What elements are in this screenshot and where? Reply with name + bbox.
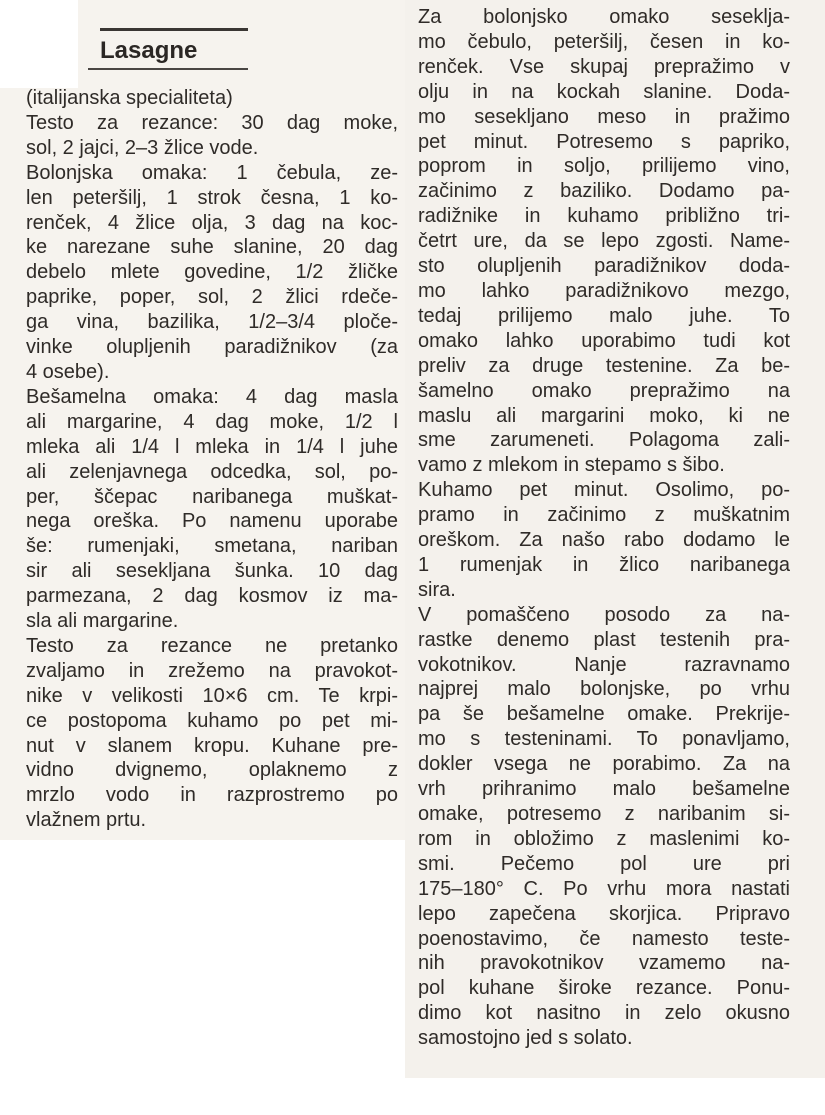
text-line: nega oreška. Po namenu uporabe [26, 510, 398, 533]
text-line: mrzlo vodo in razprostremo po [26, 784, 398, 807]
text-line: pol kuhane široke rezance. Ponu- [418, 977, 790, 1000]
text-line: tedaj prilijemo malo juhe. To [418, 304, 790, 327]
text-line: lepo zapečena skorjica. Pripravo [418, 902, 790, 925]
text-line: omako lahko uporabimo tudi kot [418, 329, 790, 352]
text-line: ke narezane suhe slanine, 20 dag [26, 236, 398, 259]
text-line: dimo kot nasitno in zelo okusno [418, 1002, 790, 1025]
text-line: mo lahko paradižnikovo mezgo, [418, 279, 790, 302]
text-line: Bolonjska omaka: 1 čebula, ze- [26, 161, 398, 184]
text-line: vidno dvignemo, oplaknemo z [26, 759, 398, 782]
text-line: olju in na kockah slanine. Doda- [418, 80, 790, 103]
recipe-title: Lasagne [100, 37, 198, 64]
text-line: per, ščepac naribanega muškat- [26, 485, 398, 508]
title-rule-top [100, 28, 248, 31]
text-line: dokler vsega ne porabimo. Za na [418, 753, 790, 776]
text-line: nut v slanem kropu. Kuhane pre- [26, 734, 398, 757]
title-rule-bottom [88, 68, 248, 70]
text-line: mo sesekljano meso in pražimo [418, 105, 790, 128]
text-line: ga vina, bazilika, 1/2–3/4 ploče- [26, 311, 398, 334]
text-line: mo čebulo, peteršilj, česen in ko- [418, 30, 790, 53]
text-line: poenostavimo, če namesto teste- [418, 927, 790, 950]
text-line: paprike, poper, sol, 2 žlici rdeče- [26, 286, 398, 309]
text-line: začinimo z baziliko. Dodamo pa- [418, 180, 790, 203]
text-line: Kuhamo pet minut. Osolimo, po- [418, 479, 790, 502]
text-line: renček, 4 žlice olja, 3 dag na koc- [26, 211, 398, 234]
text-line: vinke olupljenih paradižnikov (za [26, 336, 398, 359]
text-line: rom in obložimo z maslenimi ko- [418, 827, 790, 850]
text-line: vrh prihranimo malo bešamelne [418, 778, 790, 801]
text-line: V pomaščeno posodo za na- [418, 603, 790, 626]
text-line: pa še bešamelne omake. Prekrije- [418, 703, 790, 726]
text-line: renček. Vse skupaj prepražimo v [418, 55, 790, 78]
text-line: samostojno jed s solato. [418, 1027, 633, 1050]
text-line: Testo za rezance ne pretanko [26, 634, 398, 657]
text-line: pramo in začinimo z muškatnim [418, 504, 790, 527]
text-line: nike v velikosti 10×6 cm. Te krpi- [26, 684, 398, 707]
text-line: sol, 2 jajci, 2–3 žlice vode. [26, 136, 259, 159]
torn-corner [0, 0, 78, 88]
text-line: oreškom. Za našo rabo dodamo le [418, 529, 790, 552]
text-line: ali margarine, 4 dag moke, 1/2 l [26, 410, 398, 433]
text-line: radižnike in kuhamo približno tri- [418, 205, 790, 228]
text-line: nih pravokotnikov vzamemo na- [418, 952, 790, 975]
text-line: sto olupljenih paradižnikov doda- [418, 255, 790, 278]
text-line: četrt ure, da se lepo zgosti. Name- [418, 230, 790, 253]
text-line: debelo mlete govedine, 1/2 žličke [26, 261, 398, 284]
text-line: vokotnikov. Nanje razravnamo [418, 653, 790, 676]
left-column-text [26, 86, 398, 833]
right-column-text [418, 5, 790, 1051]
text-line: len peteršilj, 1 strok česna, 1 ko- [26, 186, 398, 209]
text-line: mleka ali 1/4 l mleka in 1/4 l juhe [26, 435, 398, 458]
text-line: še: rumenjaki, smetana, nariban [26, 535, 398, 558]
text-line: Za bolonjsko omako sesekljа- [418, 6, 790, 28]
text-line: ce postopoma kuhamo po pet mi- [26, 709, 398, 732]
text-line: omake, potresemo z naribanim si- [418, 803, 790, 825]
text-line: zvaljamo in zrežemo na pravokot- [26, 659, 398, 682]
text-line: vamo z mlekom in stepamo s šibo. [418, 454, 725, 477]
text-line: 1 rumenjak in žlico naribanega [418, 553, 790, 576]
text-line: sira. [418, 578, 456, 601]
text-line: šamelno omako prepražimo na [418, 379, 790, 402]
text-line: 175–180° C. Po vrhu mora nastati [418, 877, 790, 900]
text-line: najprej malo bolonjske, po vrhu [418, 678, 790, 701]
text-line: pet minut. Potresemo s papriko, [418, 130, 790, 153]
text-line: rastke denemo plast testenih pra- [418, 628, 790, 651]
text-line: maslu ali margarini moko, ki ne [418, 404, 790, 427]
text-line: mo s testeninami. To ponavljamo, [418, 728, 790, 751]
text-line: poprom in soljo, prilijemo vino, [418, 155, 790, 178]
text-line: smi. Pečemo pol ure pri [418, 852, 790, 875]
text-line: 4 osebe). [26, 360, 110, 383]
text-line: Testo za rezance: 30 dag moke, [26, 111, 398, 134]
text-line: sme zarumeneti. Polagoma zali- [418, 429, 790, 452]
text-line: preliv za druge testenine. Za be- [418, 354, 790, 377]
text-line: sla ali margarine. [26, 610, 179, 633]
text-line: (italijanska specialiteta) [26, 87, 233, 109]
text-line: parmezana, 2 dag kosmov iz ma- [26, 585, 398, 608]
text-line: sir ali sesekljana šunka. 10 dag [26, 560, 398, 583]
text-line: Bešamelna omaka: 4 dag masla [26, 385, 398, 408]
text-line: ali zelenjavnega odcedka, sol, po- [26, 460, 398, 483]
text-line: vlažnem prtu. [26, 809, 147, 832]
